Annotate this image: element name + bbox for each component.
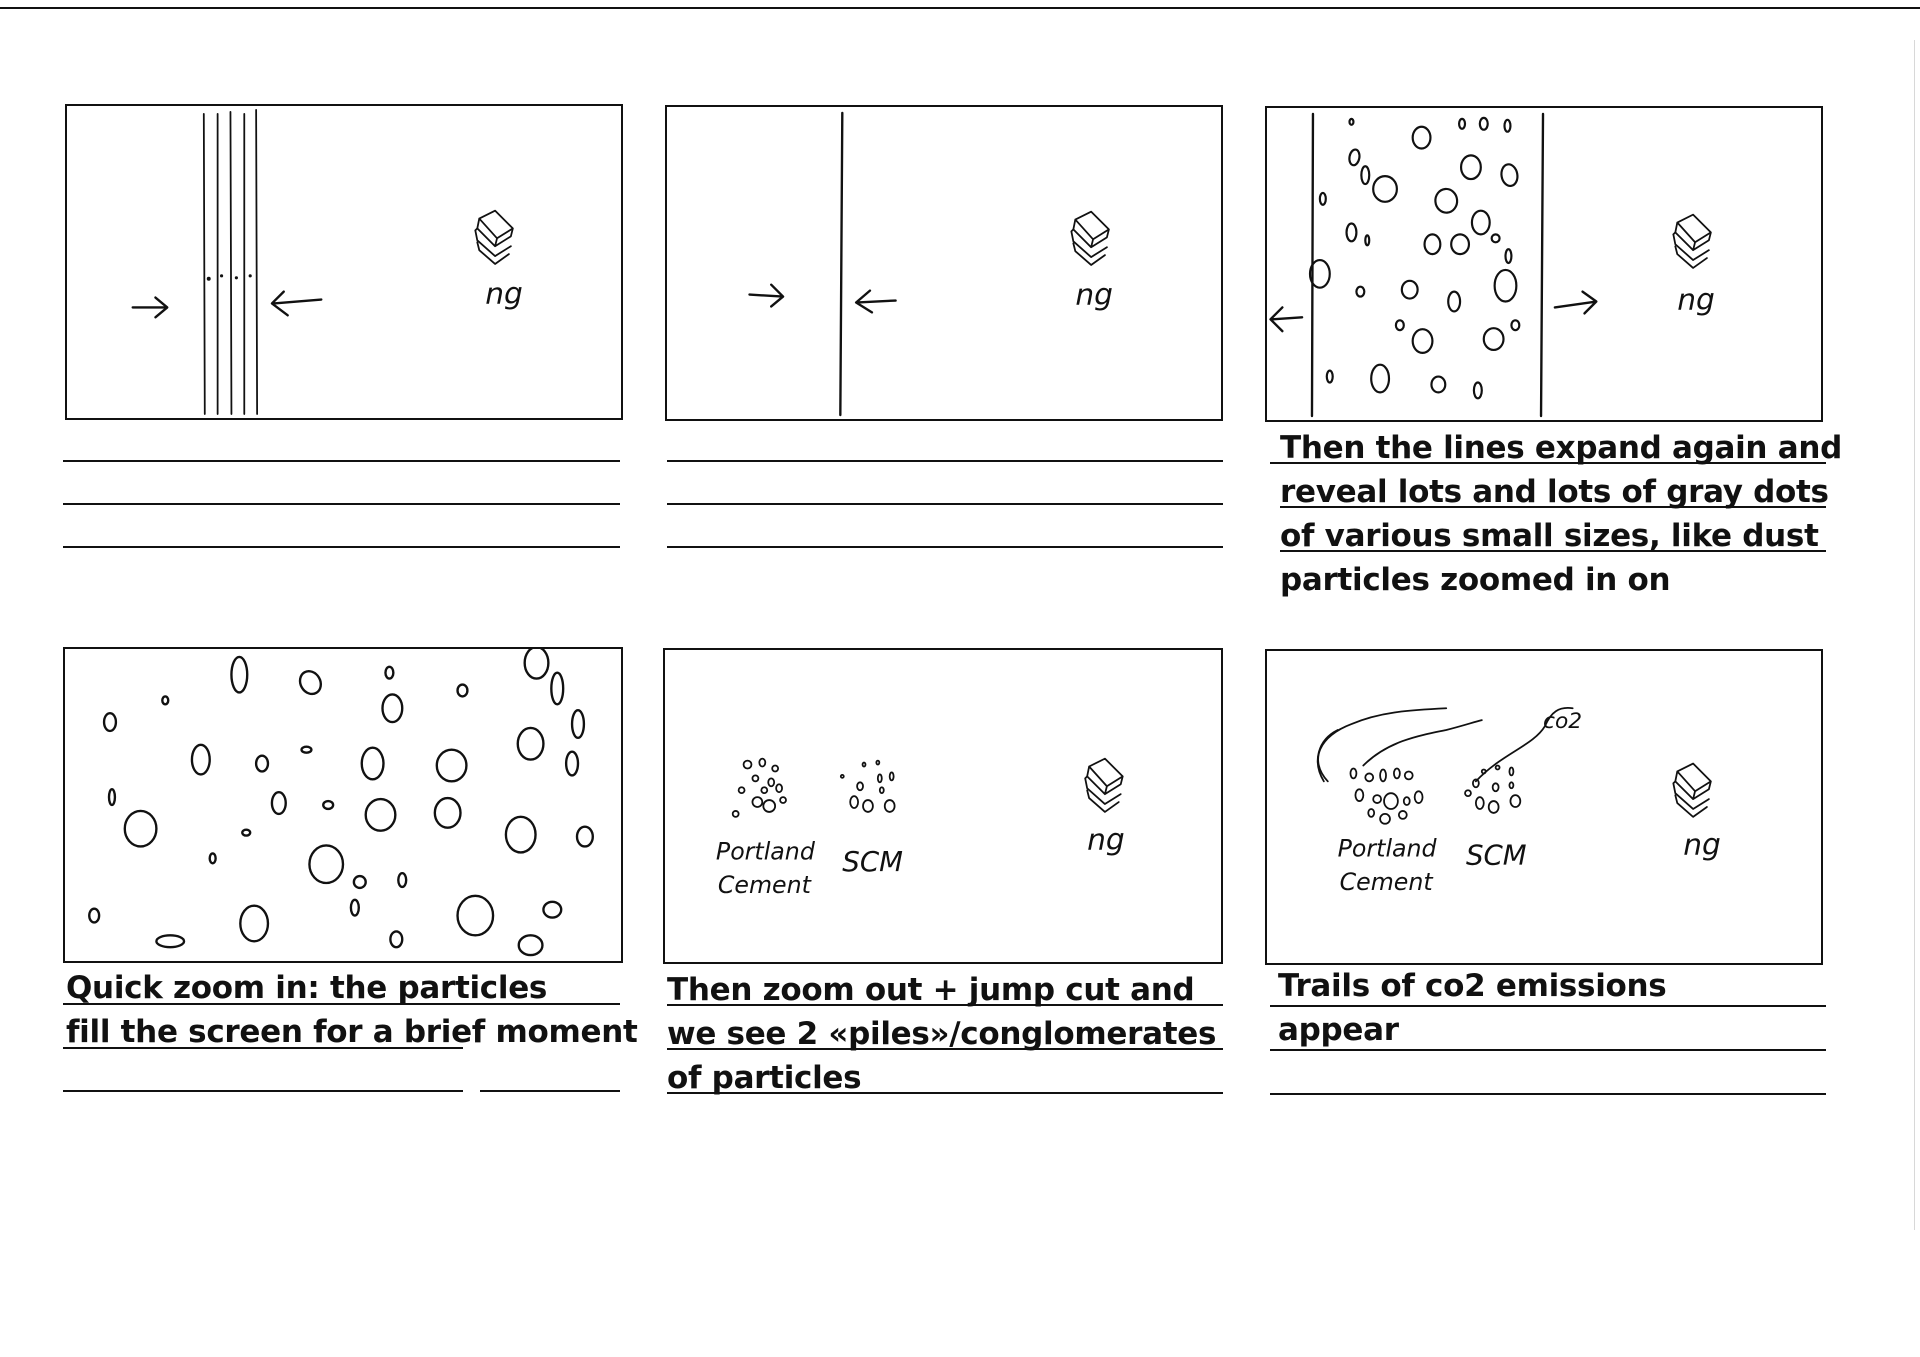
particle-circle-icon [1493,783,1499,791]
particle-circle-icon [1511,320,1519,330]
caption-rule [63,503,620,505]
particle-circle-icon [1384,793,1398,809]
particle-circle-icon [857,782,863,790]
particle-circle-icon [1365,773,1373,781]
logo-text: ng [485,276,523,311]
particle-circle-icon [398,873,406,887]
particle-circle-icon [525,649,549,679]
particle-circle-icon [1373,176,1397,202]
particle-circle-icon [437,750,467,782]
particle-circle-icon [1394,768,1400,778]
particle-circle-icon [1451,234,1469,254]
particle-circle-icon [435,798,461,828]
logo-text: ng [1087,822,1125,857]
particle-circle-icon [1405,771,1413,779]
particle-circle-icon [1320,193,1326,205]
particle-circle-icon [1500,163,1519,187]
caption-rule [480,1090,620,1092]
particle-circle-icon [1509,768,1513,776]
particle-circle-icon [543,902,561,918]
particle-circle-icon [385,667,393,679]
particle-circle-icon [382,694,402,722]
pile-label-line-1: Portland [1337,834,1437,863]
particle-circle-icon [1431,377,1445,393]
particle-circle-icon [1510,795,1520,807]
cube-stack-logo-icon [1673,215,1711,268]
pile-label-line-2: Cement [1339,867,1433,896]
frame-4-sketch [65,649,621,961]
arrow-right-icon [749,285,783,307]
particle-circle-icon [1361,166,1369,184]
portland-cement-pile [733,759,786,817]
particle-circle-icon [1482,769,1486,773]
storyboard-frame-1 [65,104,623,420]
particle-circle-icon [551,673,563,705]
cube-stack-logo-icon [1085,759,1123,812]
particle-circle-icon [739,787,745,793]
caption-rule [63,1090,463,1092]
particle-circle-icon [1396,320,1404,330]
particle-circle-icon [518,728,544,760]
arrow-right-icon [1555,292,1596,314]
particle-circle-icon [366,799,396,831]
particle-circle-icon [104,713,116,731]
particle-circle-icon [506,817,536,853]
arrow-left-icon [856,291,895,313]
frame-6-sketch [1267,651,1821,963]
particle-circle-icon [156,935,184,947]
caption-line: of particles [667,1060,862,1096]
particle-circle-icon [878,774,882,782]
caption-line: particles zoomed in on [1280,562,1671,598]
particle-circle-icon [890,772,894,780]
particle-circle-icon [1402,281,1418,299]
page-right-edge [1914,40,1915,1230]
scm-pile [841,761,895,812]
particle-circle-icon [1415,791,1423,803]
storyboard-frame-2 [665,105,1223,421]
dust-particles [1310,118,1519,398]
particle-circle-icon [1505,120,1511,132]
vertical-lines-group [204,110,257,414]
page-top-rule [0,7,1920,9]
particle-circle-icon [850,796,858,808]
particle-circle-icon [1380,769,1386,781]
arrow-left-icon [1271,307,1303,331]
center-vertical-line [840,113,842,415]
particle-circle-icon [1413,329,1433,353]
logo-text: ng [1683,827,1721,862]
particle-circle-icon [752,797,762,807]
particle-circle-icon [231,657,247,693]
storyboard-frame-4 [63,647,623,963]
particle-circle-icon [162,696,168,704]
particle-circle-icon [1368,809,1374,817]
particle-circle-icon [1348,149,1360,166]
particle-circle-icon [242,830,250,836]
particle-circle-icon [354,876,366,888]
caption-line: we see 2 «piles»/conglomerates [667,1016,1217,1052]
particle-circle-icon [1509,782,1513,788]
particle-circle-icon [1347,224,1357,242]
caption-line: Trails of co2 emissions [1278,968,1667,1004]
frame-2-sketch [667,107,1221,419]
logo-text: ng [1075,277,1113,312]
caption-line: Then the lines expand again and [1280,430,1842,466]
cube-stack-logo-icon [1071,212,1109,265]
particle-circle-icon [1413,127,1431,149]
particle-circle-icon [1373,795,1381,803]
particle-circle-icon [1480,118,1488,130]
frame-3-caption [1280,426,1842,602]
portland-cement-pile [1350,768,1422,823]
caption-line: reveal lots and lots of gray dots [1280,474,1829,510]
caption-rule [667,503,1223,505]
particle-circle-icon [885,800,895,812]
particle-circle-icon [302,747,312,753]
particle-circle-icon [763,800,775,812]
particle-circle-icon [1380,814,1390,824]
particle-circle-icon [1474,382,1482,398]
particle-circle-icon [1492,234,1500,242]
pile-label-scm: SCM [1466,838,1527,872]
particle-circle-icon [1448,292,1460,312]
particle-circle-icon [390,931,402,947]
particle-circle-icon [125,811,157,847]
particle-circle-icon [1356,287,1364,297]
particle-circle-icon [256,756,268,772]
particle-circle-icon [272,792,286,814]
particle-circle-icon [1505,249,1511,263]
arrow-right-icon [133,298,168,318]
particle-circle-icon [876,761,879,765]
caption-line: Quick zoom in: the particles [66,970,548,1006]
particle-circle-icon [192,745,210,775]
scm-pile [1465,766,1520,813]
particle-circle-icon [1465,790,1471,796]
particle-circle-icon [109,789,115,805]
particle-circle-icon [768,778,774,786]
pile-label-line-2: Cement [717,870,811,899]
particle-circle-icon [759,759,765,767]
particle-circle-icon [240,906,268,942]
particle-circle-icon [1459,119,1465,129]
particle-circle-icon [772,766,778,772]
particle-circle-icon [351,900,359,916]
particle-circle-icon [1365,235,1369,245]
storyboard-frame-5 [663,648,1223,964]
frame-1-sketch [67,106,621,418]
particle-circle-icon [572,710,584,738]
frame-3-sketch [1267,108,1821,420]
pile-label-scm: SCM [842,845,903,879]
frame-5-sketch [665,650,1221,962]
particle-circle-icon [1404,797,1410,805]
particle-circle-icon [309,845,343,883]
particle-circle-icon [1476,797,1484,809]
particle-circle-icon [1472,211,1490,235]
particle-circle-icon [1350,768,1356,778]
right-expanding-line [1541,114,1543,416]
particle-circle-icon [863,800,873,812]
particle-circle-icon [1371,365,1389,393]
particle-circle-icon [1399,811,1407,819]
particle-circle-icon [880,787,884,793]
particle-circle-icon [519,935,543,955]
particle-circle-icon [1327,371,1333,383]
particle-circle-icon [577,827,593,847]
particle-circle-icon [566,752,578,776]
particle-circle-icon [1461,155,1481,179]
particle-circle-icon [296,667,325,697]
caption-rule [63,546,620,548]
emission-label: co2 [1543,709,1583,735]
logo-text: ng [1677,282,1715,317]
frame-4-caption [66,966,638,1054]
particle-circle-icon [458,685,468,697]
particle-circle-icon [1484,328,1504,350]
particle-circle-icon [1355,789,1363,801]
particle-circle-icon [841,775,844,778]
particle-circle-icon [863,763,866,767]
particle-circle-icon [1496,766,1500,770]
frame-5-caption [667,968,1216,1100]
particle-circle-icon [780,797,786,803]
particle-circle-icon [458,896,494,935]
caption-rule [667,546,1223,548]
particle-circle-icon [1434,188,1458,213]
cube-stack-logo-icon [475,211,513,264]
caption-rule [1270,1093,1826,1095]
caption-line: fill the screen for a brief moment [66,1014,638,1050]
storyboard-frame-6 [1265,649,1823,965]
storyboard-frame-3 [1265,106,1823,422]
arrow-left-icon [272,292,321,316]
particle-circle-icon [1425,234,1441,254]
frame-6-caption [1278,964,1666,1052]
particle-circle-icon [362,748,384,780]
caption-line: Then zoom out + jump cut and [667,972,1195,1008]
particle-circle-icon [1495,270,1517,302]
pile-label-line-1: Portland [715,837,815,866]
zoomed-particles [89,649,593,955]
particle-circle-icon [761,787,767,793]
caption-line: of various small sizes, like dust [1280,518,1819,554]
particle-circle-icon [733,811,739,817]
particle-circle-icon [776,784,782,792]
particle-circle-icon [89,909,99,923]
particle-circle-icon [1489,801,1499,813]
particle-circle-icon [744,761,752,769]
particle-circle-icon [323,801,333,809]
caption-rule [667,460,1223,462]
caption-rule [63,460,620,462]
particle-circle-icon [1349,119,1353,125]
caption-line: appear [1278,1012,1399,1048]
particle-circle-icon [752,775,758,781]
particle-circle-icon [210,853,216,863]
cube-stack-logo-icon [1673,764,1711,817]
